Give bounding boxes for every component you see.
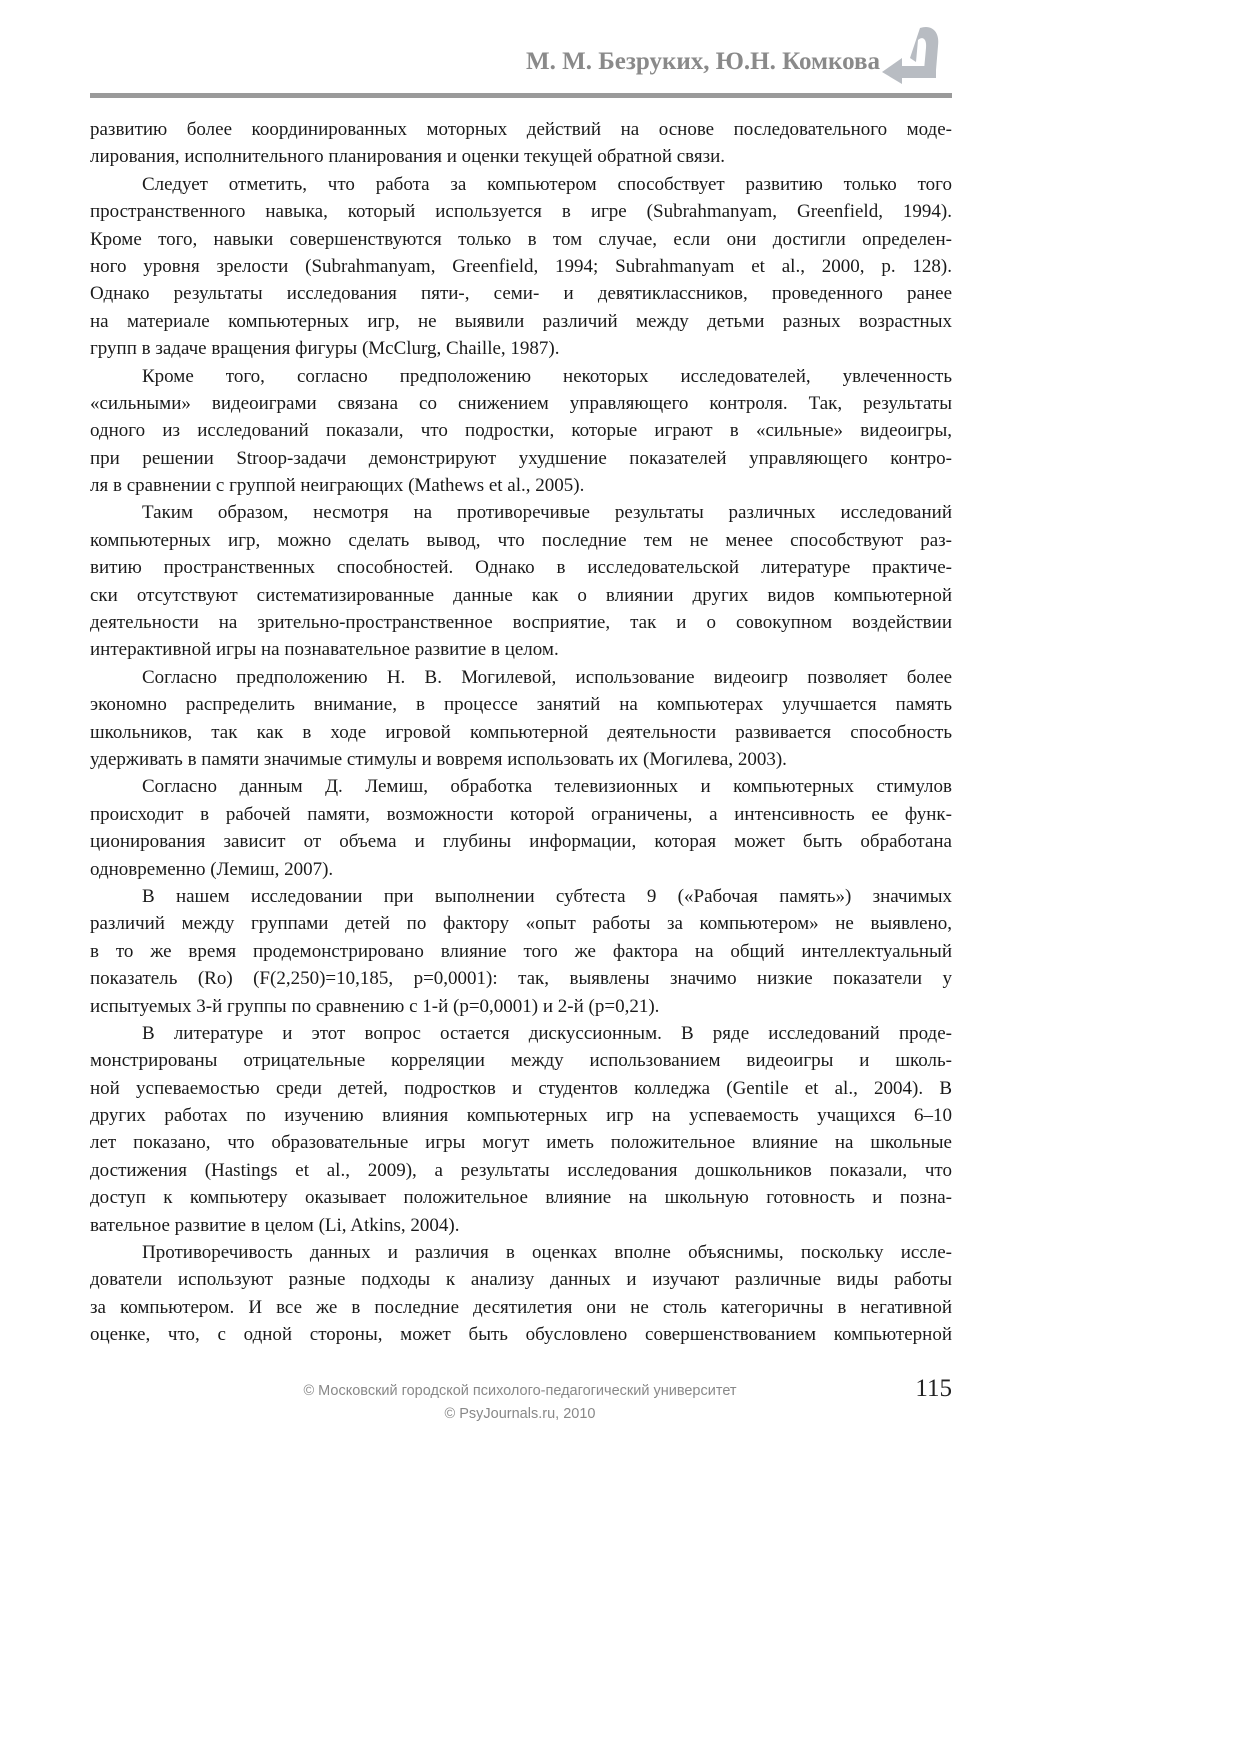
text-line: витию пространственных способностей. Однако в исследовательской литературе практиче-: [90, 557, 952, 579]
paragraph: [90, 1020, 952, 1239]
footer-copyright-university: © Московский городской психолого-педагогический университет: [303, 1383, 737, 1399]
text-line: в то же время продемонстрировано влияние того же фактора на общий интеллектуальный: [90, 940, 952, 962]
text-line: удерживать в памяти значимые стимулы и вовремя использовать их (Могилева, 2003).: [90, 748, 787, 770]
text-line: вательное развитие в целом (Li, Atkins, 2004).: [90, 1214, 460, 1236]
paragraph: [90, 883, 952, 1020]
paragraph: [90, 363, 952, 500]
text-line: ски отсутствуют систематизированные данные как о влиянии других видов компьютерной: [90, 584, 952, 606]
text-line: экономно распределить внимание, в процессе занятий на компьютерах улучшается память: [90, 694, 952, 716]
curved-arrow-logo-icon: [880, 22, 946, 84]
text-line: одного из исследований показали, что подростки, которые играют в «сильные» видеоигры,: [90, 420, 952, 442]
text-line: В нашем исследовании при выполнении субтеста 9 («Рабочая память») значимых: [142, 885, 952, 907]
text-line: пространственного навыка, который используется в игре (Subrahmanyam, Greenfield, 1994).: [90, 201, 952, 223]
text-line: Следует отметить, что работа за компьютером способствует развитию только того: [142, 173, 952, 195]
text-line: монстрированы отрицательные корреляции между использованием видеоигры и школь-: [90, 1050, 952, 1072]
text-line: «сильными» видеоиграми связана со снижением управляющего контроля. Так, результаты: [90, 392, 952, 414]
paragraph: [90, 499, 952, 663]
text-line: Согласно данным Д. Лемиш, обработка телевизионных и компьютерных стимулов: [142, 776, 952, 798]
footer: [200, 1380, 840, 1426]
text-line: одновременно (Лемиш, 2007).: [90, 858, 334, 880]
text-line: испытуемых 3-й группы по сравнению с 1-й (p=0,0001) и 2-й (p=0,21).: [90, 995, 660, 1017]
running-head-authors: М. М. Безруких, Ю.Н. Комкова: [526, 48, 880, 75]
text-line: лирования, исполнительного планирования и оценки текущей обратной связи.: [90, 146, 726, 168]
paragraph: [90, 1239, 952, 1349]
text-line: ционирования зависит от объема и глубины информации, которая может быть обработана: [90, 831, 952, 853]
text-line: лет показано, что образовательные игры могут иметь положительное влияние на школьные: [90, 1132, 952, 1154]
text-line: ля в сравнении с группой неиграющих (Mathews et al., 2005).: [90, 475, 585, 497]
text-line: Согласно предположению Н. В. Могилевой, использование видеоигр позволяет более: [142, 666, 952, 688]
text-line: дователи используют разные подходы к анализу данных и изучают различные виды работы: [90, 1269, 952, 1291]
text-line: компьютерных игр, можно сделать вывод, что последние тем не менее способствуют раз-: [90, 529, 952, 551]
text-line: развитию более координированных моторных действий на основе последовательного моде-: [90, 119, 952, 140]
paragraph: [90, 171, 952, 363]
footer-copyright-site: © PsyJournals.ru, 2010: [444, 1406, 596, 1422]
text-line: групп в задаче вращения фигуры (McClurg, Chaille, 1987).: [90, 338, 560, 360]
text-line: доступ к компьютеру оказывает положительное влияние на школьную готовность и позна-: [90, 1187, 952, 1209]
text-line: ного уровня зрелости (Subrahmanyam, Greenfield, 1994; Subrahmanyam et al., 2000, p. 128).: [90, 255, 952, 277]
text-line: В литературе и этот вопрос остается дискуссионным. В ряде исследований проде-: [142, 1022, 952, 1044]
article-body: [90, 116, 952, 1349]
text-line: происходит в рабочей памяти, возможности которой ограничены, а интенсивность ее функ-: [90, 803, 952, 825]
text-line: оценке, что, с одной стороны, может быть обусловлено совершенствованием компьютерной: [90, 1324, 952, 1346]
text-line: показатель (Ro) (F(2,250)=10,185, p=0,0001): так, выявлены значимо низкие показатели у: [90, 968, 952, 990]
text-line: Таким образом, несмотря на противоречивые результаты различных исследований: [142, 502, 952, 524]
page-number: 115: [915, 1375, 952, 1402]
text-line: Противоречивость данных и различия в оценках вполне объяснимы, поскольку иссле-: [142, 1242, 952, 1264]
text-line: Кроме того, согласно предположению некоторых исследователей, увлеченность: [142, 365, 952, 387]
text-line: ной успеваемостью среди детей, подростков и студентов колледжа (Gentile et al., 2004). В: [90, 1077, 952, 1099]
paragraph: [90, 664, 952, 774]
text-line: деятельности на зрительно-пространственное восприятие, так и о совокупном воздействии: [90, 612, 952, 634]
paragraph: [90, 773, 952, 883]
text-line: Кроме того, навыки совершенствуются только в том случае, если они достигли определен-: [90, 228, 952, 250]
text-line: школьников, так как в ходе игровой компьютерной деятельности развивается способность: [90, 721, 952, 743]
text-line: интерактивной игры на познавательное развитие в целом.: [90, 639, 559, 661]
text-line: на материале компьютерных игр, не выявили различий между детьми разных возрастных: [90, 310, 952, 332]
text-line: достижения (Hastings et al., 2009), а результаты исследования дошкольников показали, что: [90, 1159, 952, 1181]
text-line: различий между группами детей по фактору «опыт работы за компьютером» не выявлено,: [90, 913, 952, 935]
text-line: за компьютером. И все же в последние десятилетия они не столь категоричны в негативной: [90, 1296, 952, 1318]
text-line: других работах по изучению влияния компьютерных игр на успеваемость учащихся 6–10: [90, 1105, 952, 1127]
paragraph: [90, 116, 952, 171]
text-line: при решении Stroop-задачи демонстрируют ухудшение показателей управляющего контро-: [90, 447, 952, 469]
header-rule: [90, 93, 952, 98]
text-line: Однако результаты исследования пяти-, семи- и девятиклассников, проведенного ранее: [90, 283, 952, 305]
